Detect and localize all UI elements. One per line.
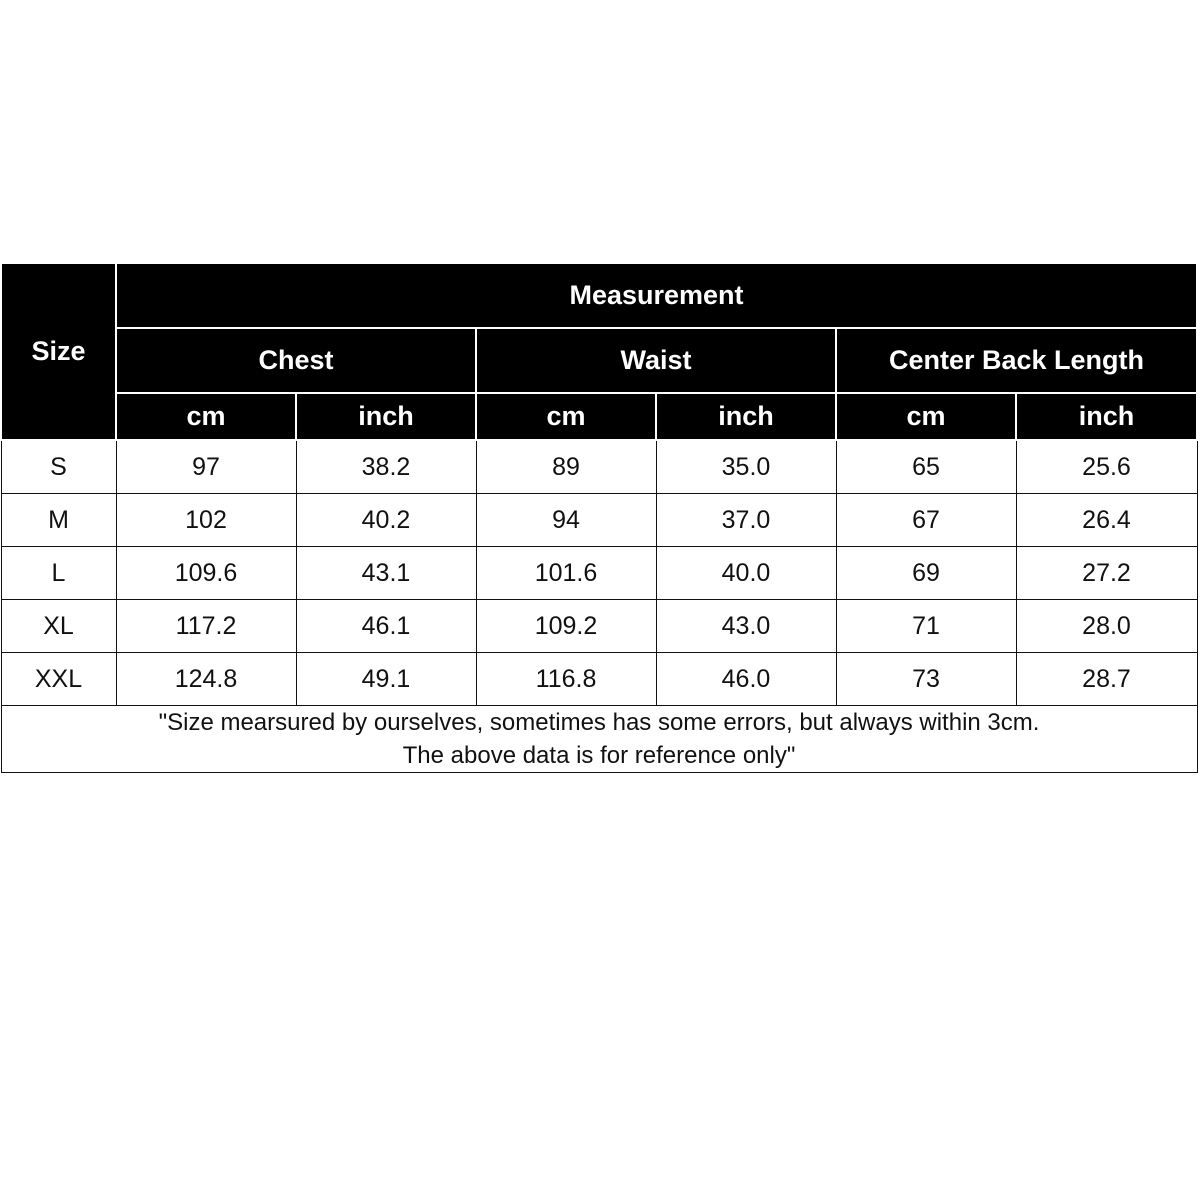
table-cell: 109.6 (116, 547, 296, 600)
size-header: Size (1, 263, 116, 440)
size-cell: S (1, 440, 116, 494)
table-row (1, 600, 1197, 653)
table-cell: 71 (836, 600, 1016, 653)
note-line-1: "Size mearsured by ourselves, sometimes has some errors, but always within 3cm. (158, 709, 1040, 736)
table-row (1, 494, 1197, 547)
table-cell: 25.6 (1016, 440, 1197, 494)
table-cell: 117.2 (116, 600, 296, 653)
unit-header: cm (476, 393, 656, 440)
size-cell: L (1, 547, 116, 600)
table-cell: 37.0 (656, 494, 836, 547)
unit-header: inch (1016, 393, 1197, 440)
table-cell: 27.2 (1016, 547, 1197, 600)
table-cell: 46.1 (296, 600, 476, 653)
unit-header: inch (296, 393, 476, 440)
table-cell: 67 (836, 494, 1016, 547)
table-cell: 116.8 (476, 653, 656, 706)
size-cell: M (1, 494, 116, 547)
table-cell: 26.4 (1016, 494, 1197, 547)
table-row (1, 440, 1197, 494)
table-row (1, 653, 1197, 706)
table-cell: 28.7 (1016, 653, 1197, 706)
waist-header: Waist (476, 328, 836, 393)
table-cell: 101.6 (476, 547, 656, 600)
table-cell: 28.0 (1016, 600, 1197, 653)
table-cell: 65 (836, 440, 1016, 494)
chest-header: Chest (116, 328, 476, 393)
table-cell: 89 (476, 440, 656, 494)
table-cell: 43.0 (656, 600, 836, 653)
measurement-header: Measurement (116, 263, 1197, 328)
table-row (1, 547, 1197, 600)
disclaimer-note (1, 706, 1197, 773)
unit-header: cm (836, 393, 1016, 440)
table-cell: 49.1 (296, 653, 476, 706)
table-cell: 46.0 (656, 653, 836, 706)
table-cell: 38.2 (296, 440, 476, 494)
table-cell: 97 (116, 440, 296, 494)
center-back-length-header: Center Back Length (836, 328, 1197, 393)
note-row (1, 706, 1197, 773)
table-cell: 35.0 (656, 440, 836, 494)
size-cell: XXL (1, 653, 116, 706)
table-cell: 124.8 (116, 653, 296, 706)
table-cell: 94 (476, 494, 656, 547)
unit-header: inch (656, 393, 836, 440)
table-cell: 109.2 (476, 600, 656, 653)
table-cell: 73 (836, 653, 1016, 706)
table-cell: 69 (836, 547, 1016, 600)
table-cell: 40.2 (296, 494, 476, 547)
table-cell: 40.0 (656, 547, 836, 600)
note-line-2: The above data is for reference only" (402, 742, 796, 769)
unit-header: cm (116, 393, 296, 440)
size-cell: XL (1, 600, 116, 653)
table-cell: 102 (116, 494, 296, 547)
size-chart-table (0, 262, 1198, 773)
table-cell: 43.1 (296, 547, 476, 600)
